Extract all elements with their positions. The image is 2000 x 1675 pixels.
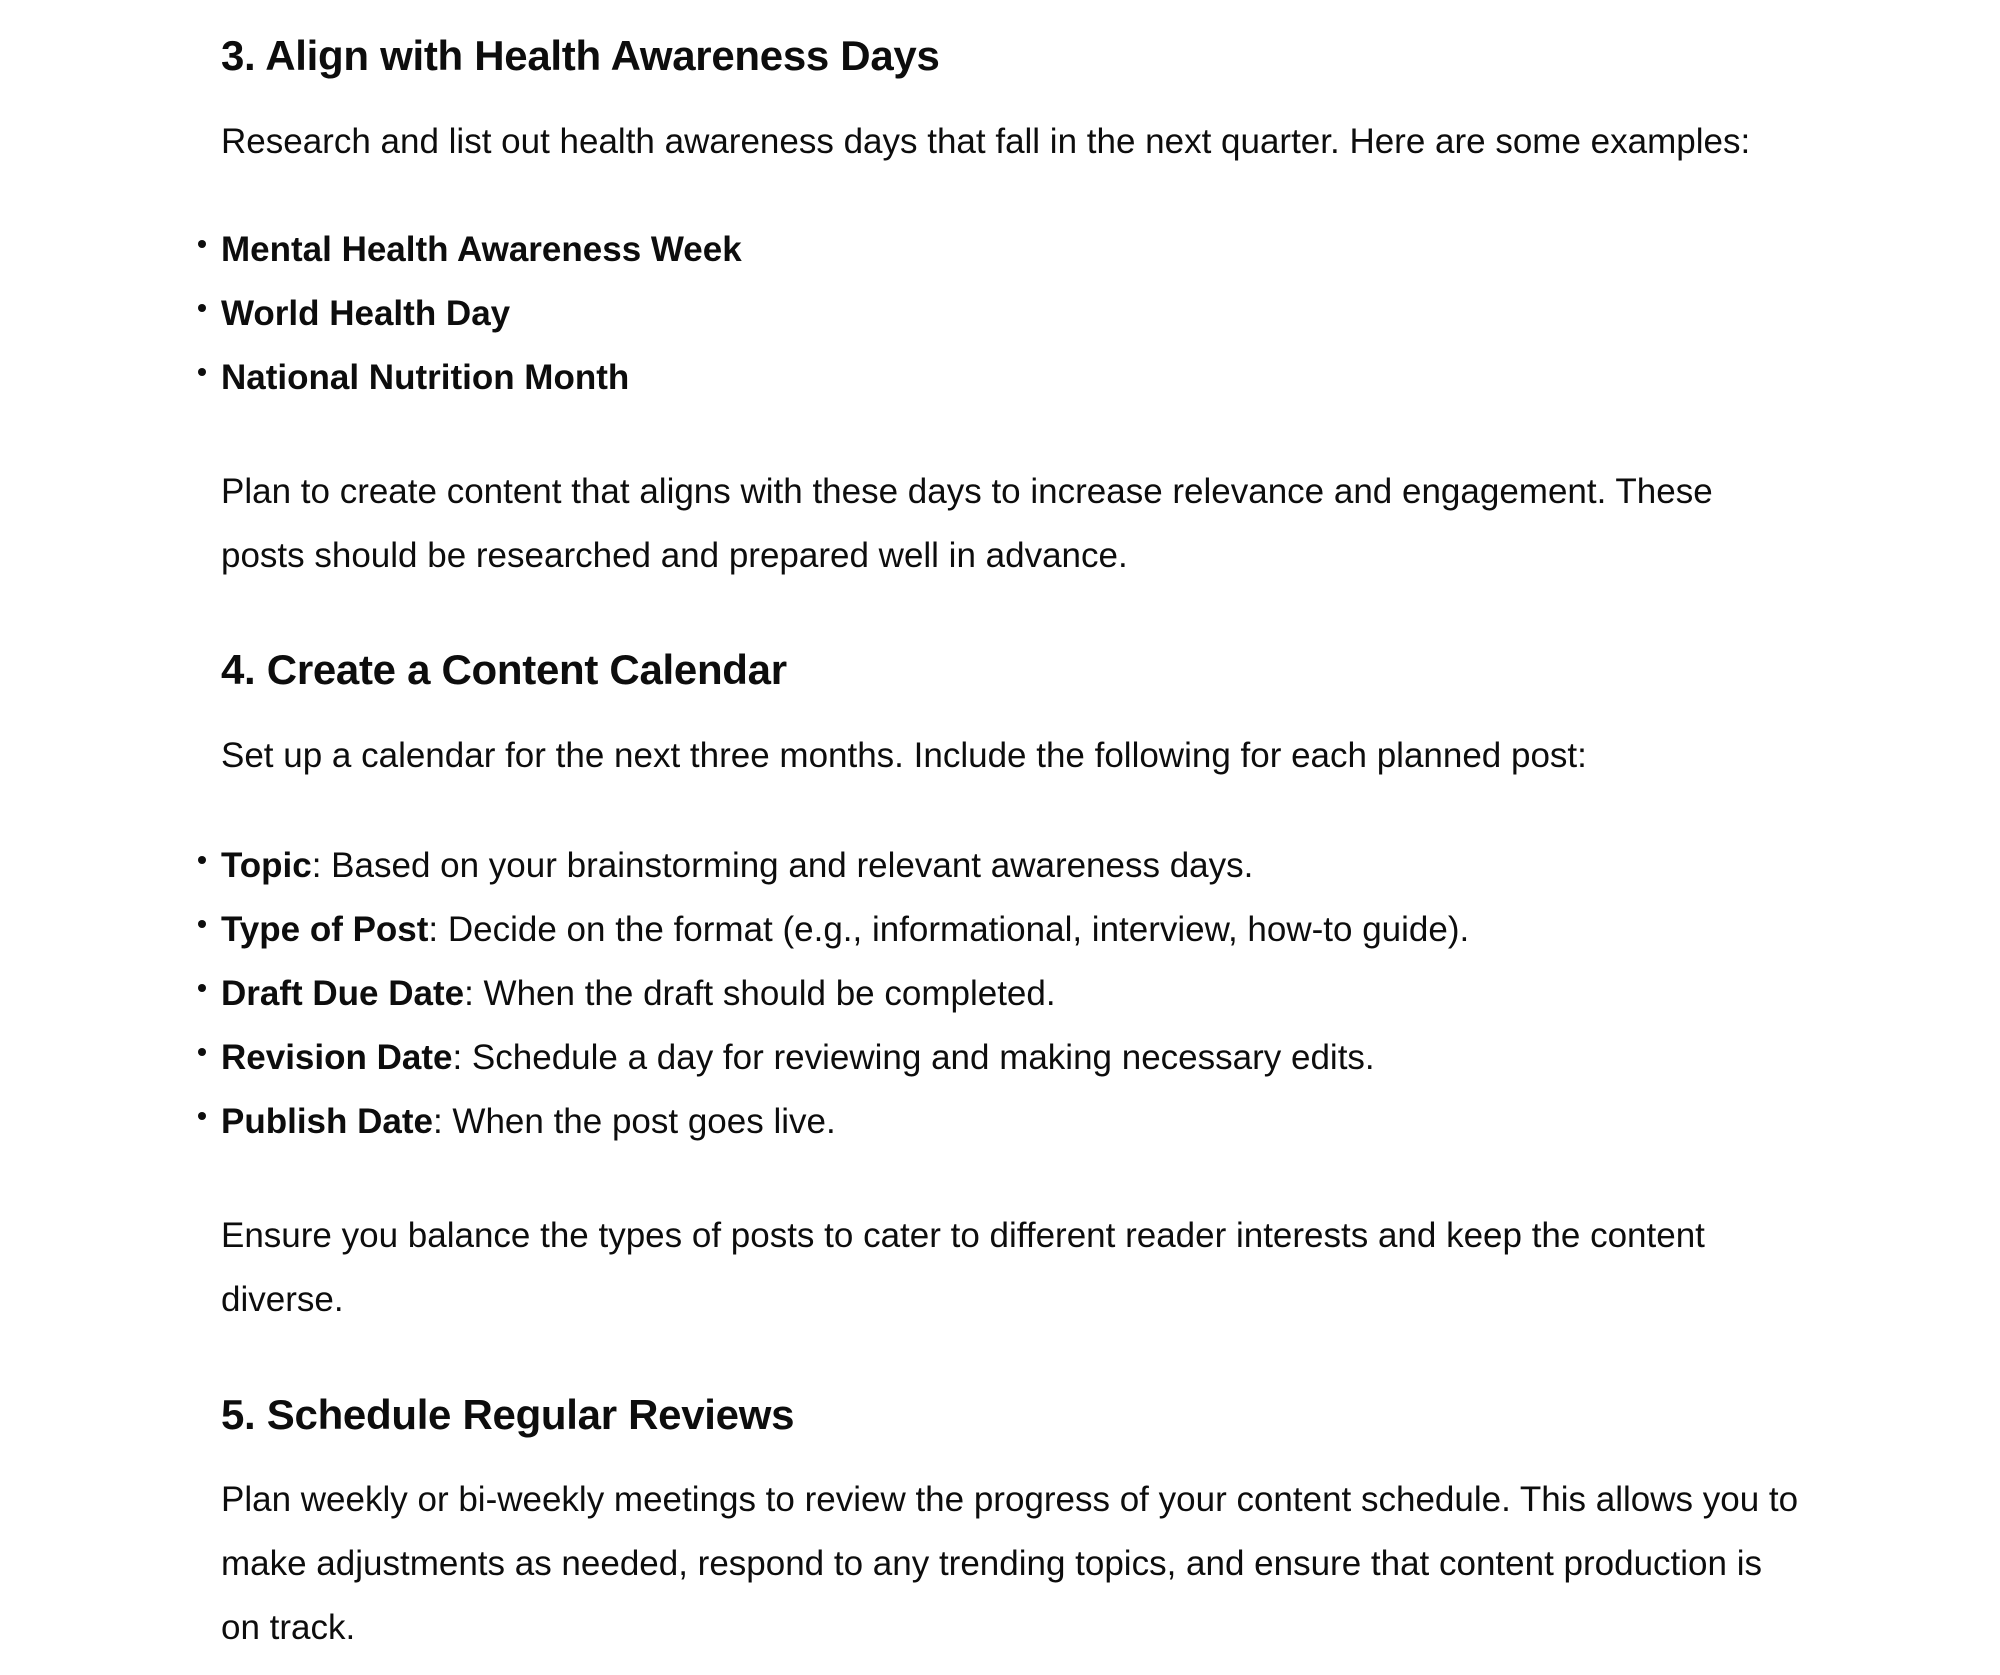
section-outro-health-awareness: Plan to create content that aligns with these days to increase relevance and engagement. These posts should be researched and prepared well in advance. — [221, 472, 1713, 575]
list-item-text: : When the post goes live. — [432, 1102, 836, 1141]
list-item-bold: Revision Date — [221, 1038, 453, 1077]
list-item-text: : When the draft should be completed. — [464, 974, 1056, 1013]
bullet-dot-icon — [198, 304, 206, 312]
list-item-text: : Based on your brainstorming and relevant awareness days. — [311, 846, 1254, 885]
list-item — [204, 346, 742, 410]
list-item-bold: Mental Health Awareness Week — [221, 230, 742, 269]
section-intro-regular-reviews: Plan weekly or bi-weekly meetings to review the progress of your content schedule. This allows you to make adjustments as needed, respond to any trending topics, and ensure that content production is on track. — [221, 1480, 1799, 1647]
list-item-text: : Decide on the format (e.g., informational, interview, how-to guide). — [428, 910, 1470, 949]
list-item-bold: World Health Day — [221, 294, 511, 333]
section-heading-regular-reviews: 5. Schedule Regular Reviews — [221, 1391, 795, 1438]
list-item — [204, 1026, 1469, 1090]
bullet-dot-icon — [198, 856, 206, 864]
section-intro-content-calendar: Set up a calendar for the next three months. Include the following for each planned post: — [221, 736, 1587, 775]
list-item-bold: Publish Date — [221, 1102, 433, 1141]
list-item-bold: National Nutrition Month — [221, 358, 630, 397]
list-item — [204, 834, 1469, 898]
list-item — [204, 898, 1469, 962]
calendar-fields-list — [204, 834, 1469, 1154]
list-item-text: : Schedule a day for reviewing and making necessary edits. — [452, 1038, 1375, 1077]
bullet-dot-icon — [198, 1048, 206, 1056]
section-outro-content-calendar: Ensure you balance the types of posts to cater to different reader interests and keep the content diverse. — [221, 1216, 1705, 1319]
list-item — [204, 1090, 1469, 1154]
list-item — [204, 962, 1469, 1026]
section-heading-health-awareness: 3. Align with Health Awareness Days — [221, 32, 940, 79]
list-item-bold: Type of Post — [221, 910, 429, 949]
bullet-dot-icon — [198, 368, 206, 376]
section-heading-content-calendar: 4. Create a Content Calendar — [221, 646, 787, 693]
awareness-days-list — [204, 218, 742, 410]
list-item — [204, 282, 742, 346]
bullet-dot-icon — [198, 1112, 206, 1120]
list-item-bold: Draft Due Date — [221, 974, 465, 1013]
bullet-dot-icon — [198, 920, 206, 928]
bullet-dot-icon — [198, 240, 206, 248]
list-item-bold: Topic — [221, 846, 312, 885]
list-item — [204, 218, 742, 282]
section-intro-health-awareness: Research and list out health awareness days that fall in the next quarter. Here are some examples: — [221, 122, 1751, 161]
bullet-dot-icon — [198, 984, 206, 992]
